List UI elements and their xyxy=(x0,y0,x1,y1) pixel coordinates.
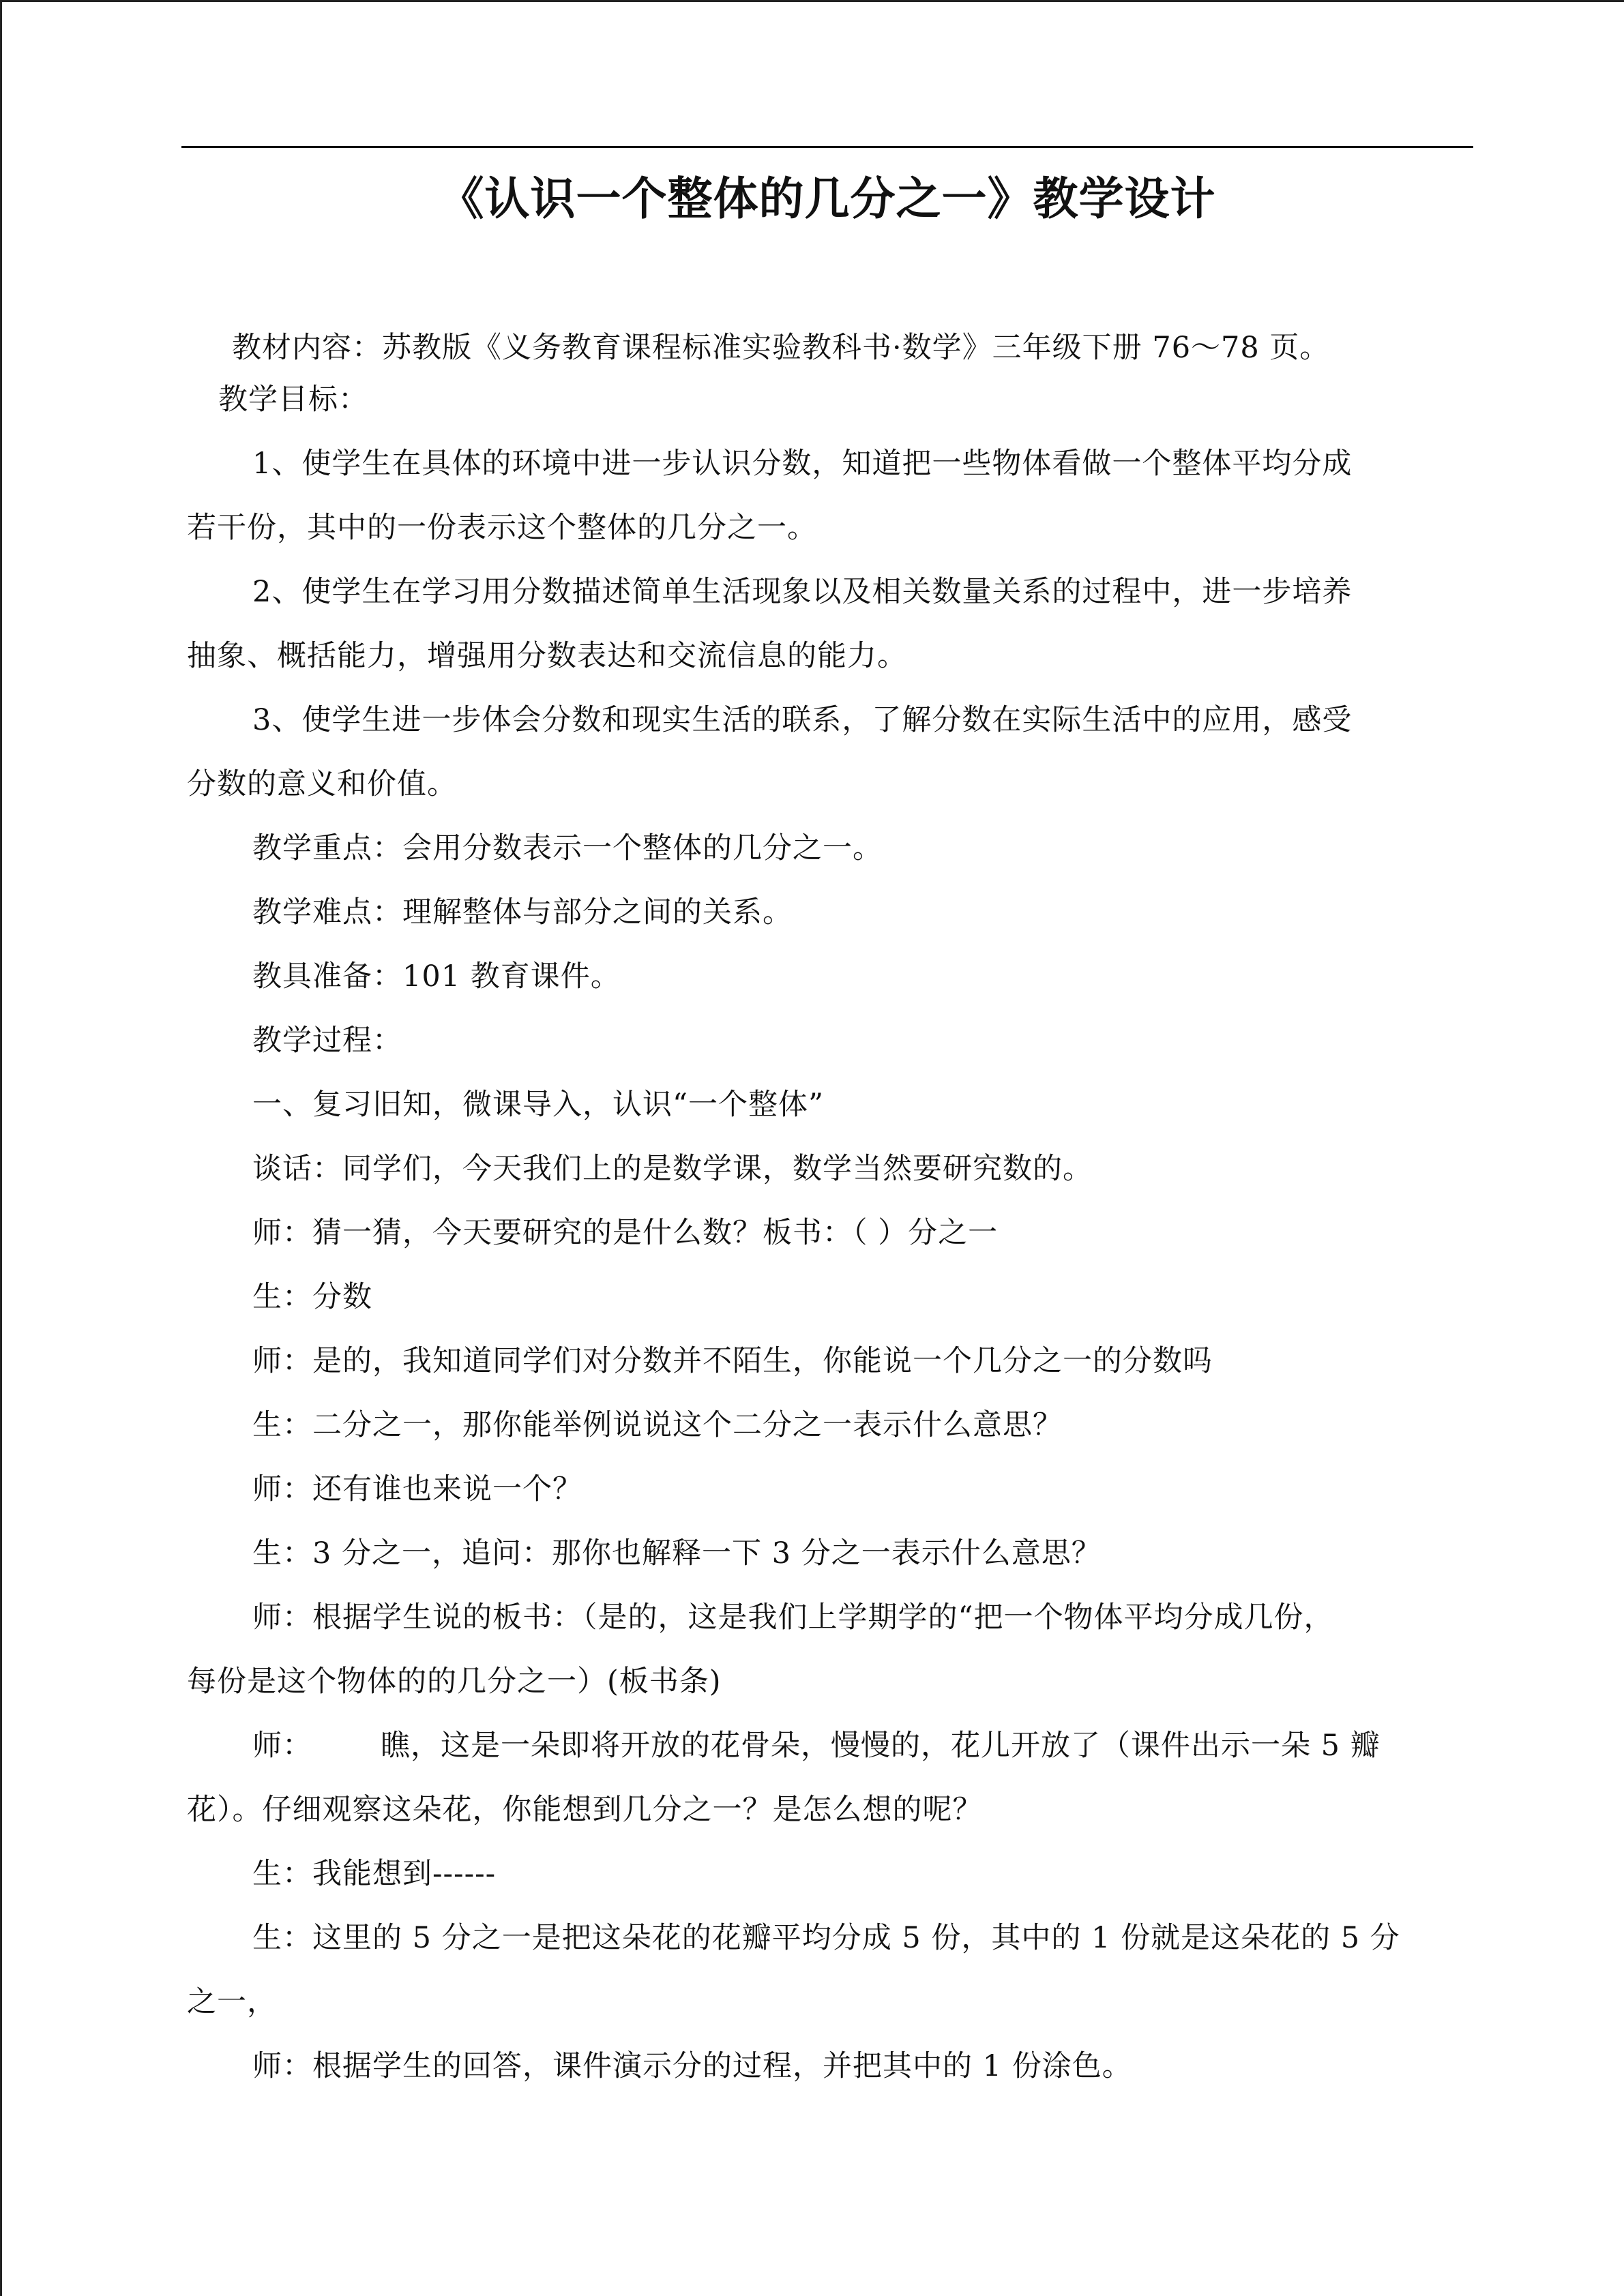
paragraph-teacher-guess: 师：猜一猜，今天要研究的是什么数？板书：（ ）分之一 xyxy=(252,1216,999,1250)
paragraph-teacher-board-line-1: 师：根据学生说的板书：（是的，这是我们上学期学的“把一个物体平均分成几份， xyxy=(252,1600,1334,1635)
page-border-left xyxy=(0,0,2,2296)
paragraph-goal-3-line-2: 分数的意义和价值。 xyxy=(187,767,457,801)
paragraph-teacher-flower-line-1 xyxy=(252,1725,1381,1766)
paragraph-student-half: 生：二分之一，那你能举例说说这个二分之一表示什么意思？ xyxy=(252,1408,1063,1442)
paragraph-student-can-think: 生：我能想到------ xyxy=(252,1857,497,1891)
flower-text: 瞧，这是一朵即将开放的花骨朵，慢慢的，花儿开放了（课件出示一朵 5 瓣 xyxy=(381,1729,1381,1763)
header-rule xyxy=(181,146,1473,148)
paragraph-materials: 教具准备：101 教育课件。 xyxy=(252,959,621,994)
page-border-top xyxy=(0,0,1624,2)
paragraph-process-heading: 教学过程： xyxy=(252,1024,402,1058)
paragraph-student-third: 生：3 分之一，追问：那你也解释一下 3 分之一表示什么意思？ xyxy=(252,1536,1102,1570)
paragraph-key-point: 教学重点：会用分数表示一个整体的几分之一。 xyxy=(252,831,883,865)
paragraph-textbook-content: 教材内容：苏教版《义务教育课程标准实验教科书·数学》三年级下册 76～78 页。 xyxy=(232,331,1330,365)
paragraph-goal-1-line-1: 1、使学生在具体的环境中进一步认识分数，知道把一些物体看做一个整体平均分成 xyxy=(252,447,1353,481)
paragraph-student-fifth-line-2: 之一， xyxy=(187,1985,277,2019)
paragraph-goal-2-line-2: 抽象、概括能力，增强用分数表达和交流信息的能力。 xyxy=(187,639,907,673)
paragraph-teacher-board-line-2: 每份是这个物体的的几分之一）(板书条) xyxy=(187,1665,722,1699)
paragraph-teacher-demo: 师：根据学生的回答，课件演示分的过程，并把其中的 1 份涂色。 xyxy=(252,2049,1132,2083)
paragraph-teacher-yes: 师：是的，我知道同学们对分数并不陌生，你能说一个几分之一的分数吗 xyxy=(252,1344,1213,1378)
document-title: 《认识一个整体的几分之一》教学设计 xyxy=(439,173,1216,225)
paragraph-difficulty: 教学难点：理解整体与部分之间的关系。 xyxy=(252,895,793,929)
paragraph-goal-1-line-2: 若干份，其中的一份表示这个整体的几分之一。 xyxy=(187,511,817,545)
paragraph-teaching-goals-heading: 教学目标： xyxy=(218,383,368,417)
paragraph-goal-3-line-1: 3、使学生进一步体会分数和现实生活的联系，了解分数在实际生活中的应用，感受 xyxy=(252,703,1353,737)
paragraph-student-fraction: 生：分数 xyxy=(252,1280,372,1314)
paragraph-talk: 谈话：同学们，今天我们上的是数学课，数学当然要研究数的。 xyxy=(252,1152,1093,1186)
paragraph-section-one: 一、复习旧知，微课导入，认识“一个整体” xyxy=(252,1088,824,1122)
paragraph-student-fifth-line-1: 生：这里的 5 分之一是把这朵花的花瓣平均分成 5 份，其中的 1 份就是这朵花的 5 分 xyxy=(252,1921,1400,1955)
paragraph-goal-2-line-1: 2、使学生在学习用分数描述简单生活现象以及相关数量关系的过程中，进一步培养 xyxy=(252,575,1353,609)
paragraph-teacher-flower-line-2: 花）。仔细观察这朵花，你能想到几分之一？是怎么想的呢？ xyxy=(187,1793,983,1827)
speaker-label: 师： xyxy=(252,1729,312,1763)
paragraph-teacher-who-else: 师：还有谁也来说一个？ xyxy=(252,1472,582,1506)
